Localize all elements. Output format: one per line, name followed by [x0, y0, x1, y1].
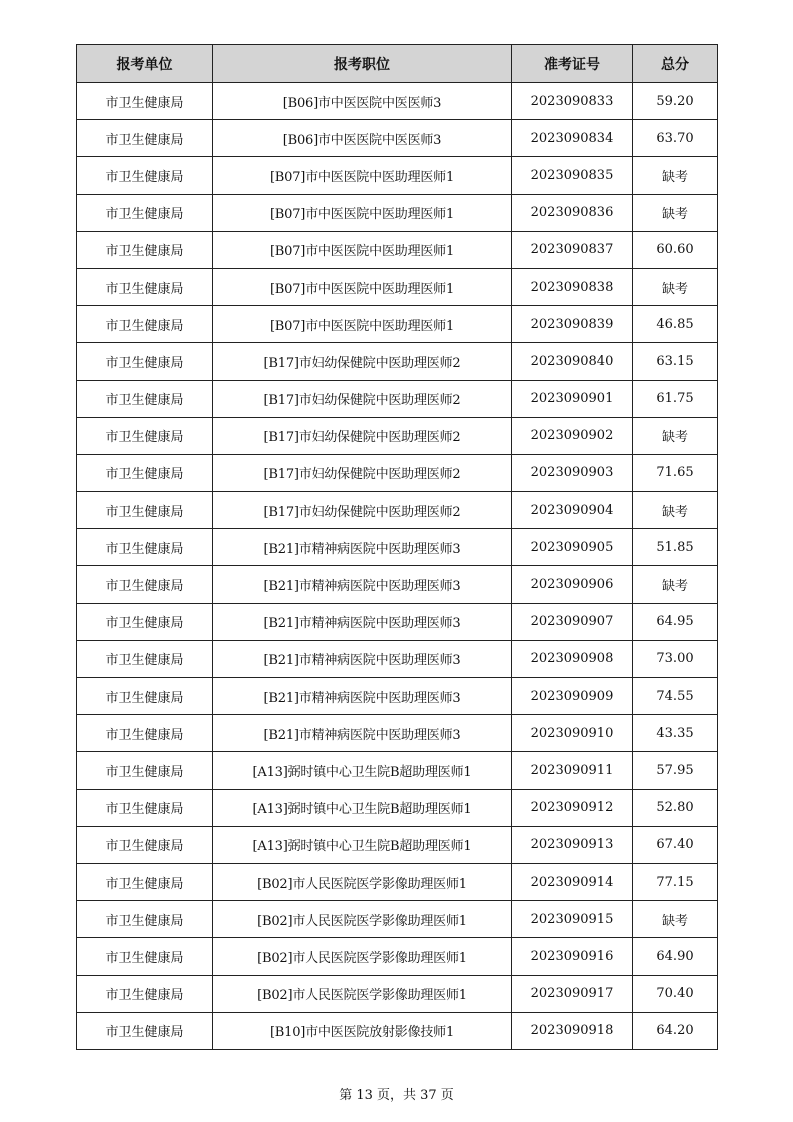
position-cell: [B10]市中医医院放射影像技师1: [213, 1012, 512, 1049]
score-cell: 52.80: [633, 789, 718, 826]
ticket-cell: 2023090906: [512, 566, 633, 603]
unit-cell: 市卫生健康局: [77, 789, 213, 826]
table-row: [77, 268, 718, 305]
score-cell: 64.90: [633, 938, 718, 975]
table-row: [77, 975, 718, 1012]
unit-cell: 市卫生健康局: [77, 640, 213, 677]
table-row: [77, 678, 718, 715]
unit-cell: 市卫生健康局: [77, 752, 213, 789]
unit-cell: 市卫生健康局: [77, 268, 213, 305]
unit-cell: 市卫生健康局: [77, 306, 213, 343]
table-header-row: [77, 45, 718, 83]
unit-cell: 市卫生健康局: [77, 231, 213, 268]
position-cell: [B21]市精神病医院中医助理医师3: [213, 640, 512, 677]
unit-cell: 市卫生健康局: [77, 492, 213, 529]
unit-cell: 市卫生健康局: [77, 566, 213, 603]
score-cell: 缺考: [633, 157, 718, 194]
unit-cell: 市卫生健康局: [77, 157, 213, 194]
score-cell: 60.60: [633, 231, 718, 268]
page-footer: 第 13 页，共 37 页: [339, 1088, 454, 1103]
table-body: [77, 83, 718, 1050]
table-row: [77, 1012, 718, 1049]
ticket-cell: 2023090834: [512, 120, 633, 157]
position-cell: [B07]市中医医院中医助理医师1: [213, 306, 512, 343]
table-row: [77, 120, 718, 157]
score-cell: 51.85: [633, 529, 718, 566]
table-row: [77, 938, 718, 975]
score-cell: 缺考: [633, 492, 718, 529]
table-row: [77, 529, 718, 566]
position-cell: [B07]市中医医院中医助理医师1: [213, 231, 512, 268]
unit-cell: 市卫生健康局: [77, 938, 213, 975]
table-row: [77, 231, 718, 268]
ticket-cell: 2023090833: [512, 83, 633, 120]
unit-cell: 市卫生健康局: [77, 343, 213, 380]
table-row: [77, 194, 718, 231]
position-cell: [A13]弼时镇中心卫生院B超助理医师1: [213, 752, 512, 789]
ticket-cell: 2023090838: [512, 268, 633, 305]
ticket-cell: 2023090912: [512, 789, 633, 826]
table-row: [77, 157, 718, 194]
header-unit: 报考单位: [77, 45, 213, 83]
position-cell: [B02]市人民医院医学影像助理医师1: [213, 901, 512, 938]
position-cell: [B02]市人民医院医学影像助理医师1: [213, 938, 512, 975]
ticket-cell: 2023090903: [512, 454, 633, 491]
position-cell: [B06]市中医医院中医医师3: [213, 120, 512, 157]
position-cell: [B17]市妇幼保健院中医助理医师2: [213, 343, 512, 380]
ticket-cell: 2023090837: [512, 231, 633, 268]
unit-cell: 市卫生健康局: [77, 120, 213, 157]
header-ticket: 准考证号: [512, 45, 633, 83]
table-row: [77, 826, 718, 863]
header-position: 报考职位: [213, 45, 512, 83]
position-cell: [B06]市中医医院中医医师3: [213, 83, 512, 120]
table-row: [77, 306, 718, 343]
table-row: [77, 492, 718, 529]
score-cell: 缺考: [633, 417, 718, 454]
ticket-cell: 2023090910: [512, 715, 633, 752]
position-cell: [B02]市人民医院医学影像助理医师1: [213, 863, 512, 900]
score-cell: 59.20: [633, 83, 718, 120]
unit-cell: 市卫生健康局: [77, 83, 213, 120]
unit-cell: 市卫生健康局: [77, 529, 213, 566]
score-cell: 43.35: [633, 715, 718, 752]
position-cell: [A13]弼时镇中心卫生院B超助理医师1: [213, 789, 512, 826]
table-row: [77, 752, 718, 789]
ticket-cell: 2023090836: [512, 194, 633, 231]
position-cell: [B02]市人民医院医学影像助理医师1: [213, 975, 512, 1012]
position-cell: [B17]市妇幼保健院中医助理医师2: [213, 492, 512, 529]
score-table: [76, 44, 718, 1050]
ticket-cell: 2023090917: [512, 975, 633, 1012]
score-cell: 缺考: [633, 194, 718, 231]
position-cell: [B21]市精神病医院中医助理医师3: [213, 715, 512, 752]
ticket-cell: 2023090914: [512, 863, 633, 900]
position-cell: [B07]市中医医院中医助理医师1: [213, 194, 512, 231]
position-cell: [B21]市精神病医院中医助理医师3: [213, 678, 512, 715]
ticket-cell: 2023090908: [512, 640, 633, 677]
ticket-cell: 2023090916: [512, 938, 633, 975]
ticket-cell: 2023090911: [512, 752, 633, 789]
position-cell: [A13]弼时镇中心卫生院B超助理医师1: [213, 826, 512, 863]
score-cell: 71.65: [633, 454, 718, 491]
unit-cell: 市卫生健康局: [77, 678, 213, 715]
unit-cell: 市卫生健康局: [77, 826, 213, 863]
table-row: [77, 863, 718, 900]
unit-cell: 市卫生健康局: [77, 194, 213, 231]
table-row: [77, 640, 718, 677]
ticket-cell: 2023090905: [512, 529, 633, 566]
ticket-cell: 2023090909: [512, 678, 633, 715]
ticket-cell: 2023090907: [512, 603, 633, 640]
unit-cell: 市卫生健康局: [77, 603, 213, 640]
position-cell: [B07]市中医医院中医助理医师1: [213, 268, 512, 305]
position-cell: [B07]市中医医院中医助理医师1: [213, 157, 512, 194]
ticket-cell: 2023090840: [512, 343, 633, 380]
ticket-cell: 2023090839: [512, 306, 633, 343]
unit-cell: 市卫生健康局: [77, 901, 213, 938]
score-cell: 67.40: [633, 826, 718, 863]
ticket-cell: 2023090904: [512, 492, 633, 529]
table-row: [77, 380, 718, 417]
ticket-cell: 2023090901: [512, 380, 633, 417]
score-cell: 64.20: [633, 1012, 718, 1049]
score-cell: 缺考: [633, 566, 718, 603]
table-row: [77, 603, 718, 640]
unit-cell: 市卫生健康局: [77, 975, 213, 1012]
unit-cell: 市卫生健康局: [77, 380, 213, 417]
unit-cell: 市卫生健康局: [77, 417, 213, 454]
ticket-cell: 2023090915: [512, 901, 633, 938]
score-cell: 77.15: [633, 863, 718, 900]
position-cell: [B17]市妇幼保健院中医助理医师2: [213, 454, 512, 491]
unit-cell: 市卫生健康局: [77, 454, 213, 491]
position-cell: [B17]市妇幼保健院中医助理医师2: [213, 380, 512, 417]
table-row: [77, 566, 718, 603]
ticket-cell: 2023090913: [512, 826, 633, 863]
position-cell: [B21]市精神病医院中医助理医师3: [213, 566, 512, 603]
unit-cell: 市卫生健康局: [77, 1012, 213, 1049]
ticket-cell: 2023090902: [512, 417, 633, 454]
table-row: [77, 417, 718, 454]
table-row: [77, 715, 718, 752]
score-cell: 74.55: [633, 678, 718, 715]
table-row: [77, 83, 718, 120]
table-row: [77, 789, 718, 826]
score-cell: 63.70: [633, 120, 718, 157]
score-cell: 63.15: [633, 343, 718, 380]
score-cell: 缺考: [633, 268, 718, 305]
ticket-cell: 2023090835: [512, 157, 633, 194]
score-cell: 57.95: [633, 752, 718, 789]
header-score: 总分: [633, 45, 718, 83]
unit-cell: 市卫生健康局: [77, 863, 213, 900]
position-cell: [B17]市妇幼保健院中医助理医师2: [213, 417, 512, 454]
score-cell: 73.00: [633, 640, 718, 677]
score-cell: 70.40: [633, 975, 718, 1012]
position-cell: [B21]市精神病医院中医助理医师3: [213, 529, 512, 566]
position-cell: [B21]市精神病医院中医助理医师3: [213, 603, 512, 640]
score-cell: 64.95: [633, 603, 718, 640]
ticket-cell: 2023090918: [512, 1012, 633, 1049]
table-row: [77, 901, 718, 938]
score-cell: 缺考: [633, 901, 718, 938]
score-cell: 46.85: [633, 306, 718, 343]
table-row: [77, 343, 718, 380]
unit-cell: 市卫生健康局: [77, 715, 213, 752]
score-cell: 61.75: [633, 380, 718, 417]
table-row: [77, 454, 718, 491]
